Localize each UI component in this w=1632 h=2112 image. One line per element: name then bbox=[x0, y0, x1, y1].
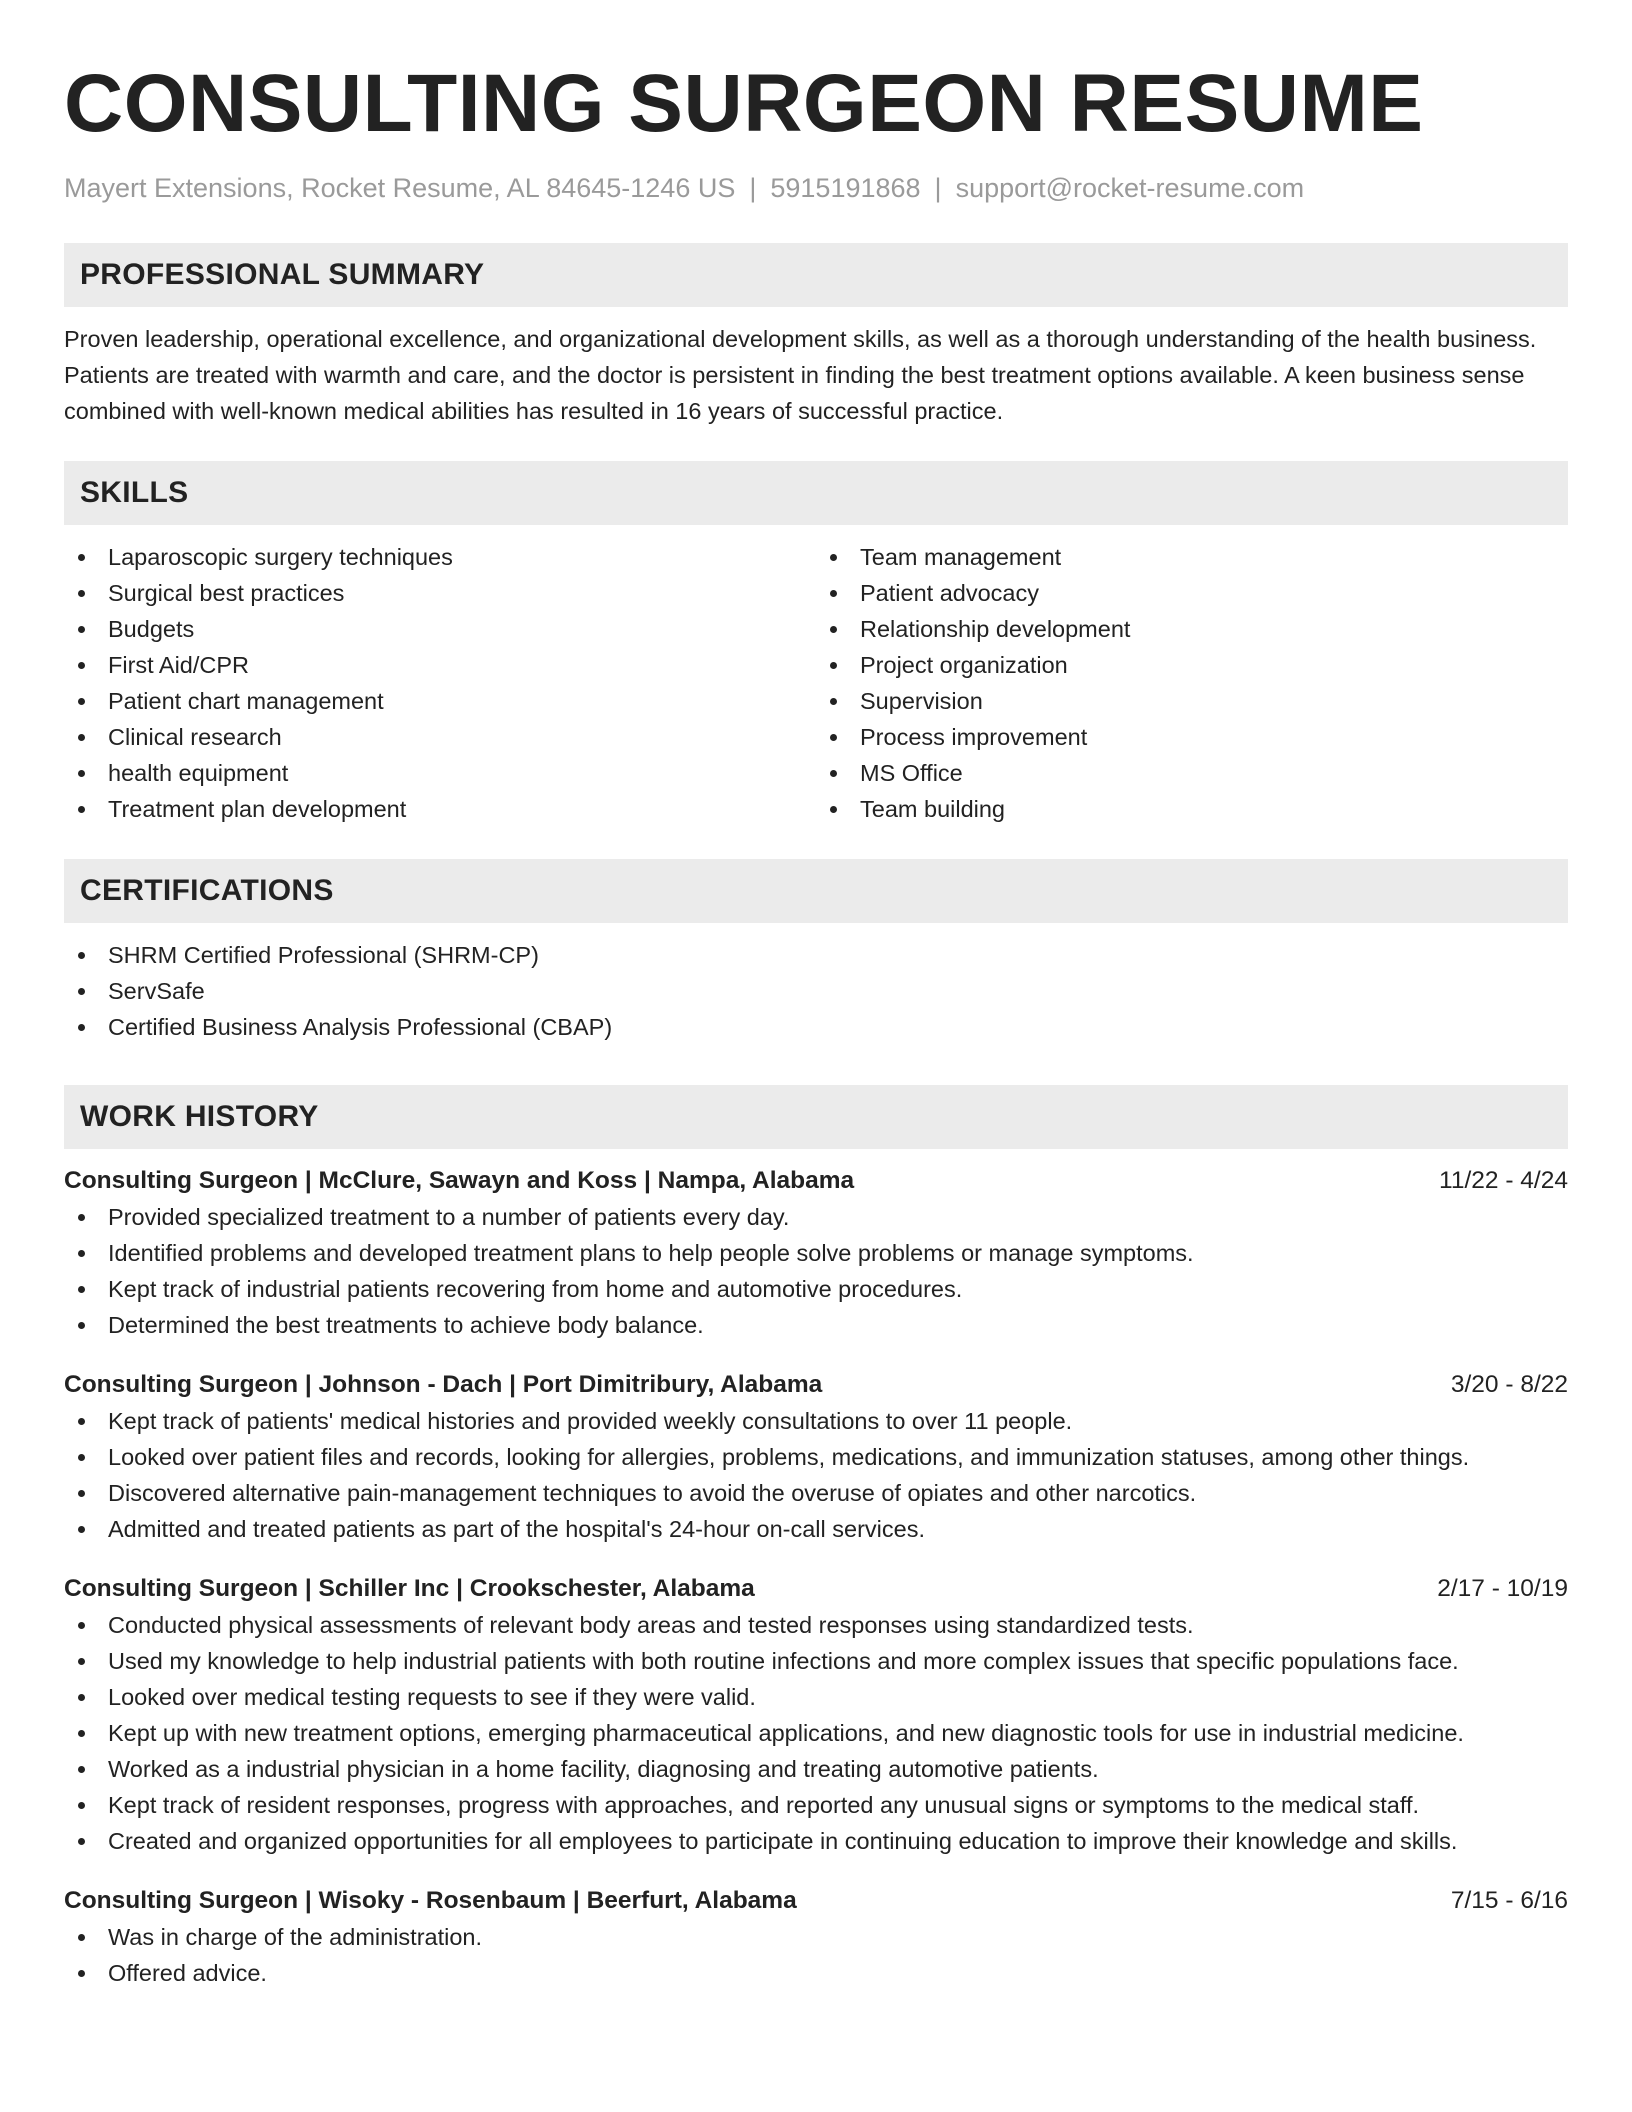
job-title: Consulting Surgeon | McClure, Sawayn and Koss | Nampa, Alabama bbox=[64, 1167, 855, 1194]
job-title: Consulting Surgeon | Johnson - Dach | Port Dimitribury, Alabama bbox=[64, 1371, 823, 1398]
list-item: Supervision bbox=[816, 683, 1568, 719]
list-item: Certified Business Analysis Professional (CBAP) bbox=[64, 1009, 1568, 1045]
list-item: Treatment plan development bbox=[64, 791, 816, 827]
list-item: health equipment bbox=[64, 755, 816, 791]
contact-separator: | bbox=[749, 173, 757, 203]
section-heading-certifications: CERTIFICATIONS bbox=[64, 859, 1568, 923]
list-item: Team building bbox=[816, 791, 1568, 827]
list-item: Was in charge of the administration. bbox=[64, 1919, 1568, 1955]
job-title: Consulting Surgeon | Wisoky - Rosenbaum | Beerfurt, Alabama bbox=[64, 1887, 797, 1914]
list-item: Created and organized opportunities for all employees to participate in continuing education to improve their knowledge and skills. bbox=[64, 1823, 1568, 1859]
list-item: Used my knowledge to help industrial patients with both routine infections and more complex issues that specific populations face. bbox=[64, 1643, 1568, 1679]
section-heading-skills: SKILLS bbox=[64, 461, 1568, 525]
list-item: Kept up with new treatment options, emerging pharmaceutical applications, and new diagnostic tools for use in industrial medicine. bbox=[64, 1715, 1568, 1751]
contact-line bbox=[64, 170, 1568, 206]
list-item: Budgets bbox=[64, 611, 816, 647]
contact-address: Mayert Extensions, Rocket Resume, AL 84645-1246 US bbox=[64, 173, 736, 203]
job-bullet-list bbox=[64, 1403, 1568, 1547]
list-item: Kept track of patients' medical histories and provided weekly consultations to over 11 people. bbox=[64, 1403, 1568, 1439]
job-header bbox=[64, 1883, 1568, 1919]
job-dates: 3/20 - 8/22 bbox=[1450, 1371, 1568, 1398]
list-item: MS Office bbox=[816, 755, 1568, 791]
list-item: Kept track of industrial patients recovering from home and automotive procedures. bbox=[64, 1271, 1568, 1307]
list-item: Determined the best treatments to achieve body balance. bbox=[64, 1307, 1568, 1343]
skills-list-left bbox=[64, 539, 816, 827]
job-bullet-list bbox=[64, 1607, 1568, 1859]
list-item: Relationship development bbox=[816, 611, 1568, 647]
section-heading-work-history: WORK HISTORY bbox=[64, 1085, 1568, 1149]
summary-text: Proven leadership, operational excellence, and organizational development skills, as well as a thorough understanding of the health business. Patients are treated with warmth and care, and the doctor is persistent in finding the best treatment options available. A keen business sense combined with well-known medical abilities has resulted in 16 years of successful practice. bbox=[64, 326, 1537, 424]
list-item: Conducted physical assessments of relevant body areas and tested responses using standardized tests. bbox=[64, 1607, 1568, 1643]
list-item: Identified problems and developed treatment plans to help people solve problems or manage symptoms. bbox=[64, 1235, 1568, 1271]
list-item: Looked over patient files and records, looking for allergies, problems, medications, and immunization statuses, among other things. bbox=[64, 1439, 1568, 1475]
job-title: Consulting Surgeon | Schiller Inc | Crookschester, Alabama bbox=[64, 1575, 755, 1602]
list-item: Admitted and treated patients as part of the hospital's 24-hour on-call services. bbox=[64, 1511, 1568, 1547]
list-item: Patient chart management bbox=[64, 683, 816, 719]
resume-title: CONSULTING SURGEON RESUME bbox=[64, 58, 1424, 149]
job-header bbox=[64, 1163, 1568, 1199]
list-item: Offered advice. bbox=[64, 1955, 1568, 1991]
list-item: Provided specialized treatment to a number of patients every day. bbox=[64, 1199, 1568, 1235]
contact-email: support@rocket-resume.com bbox=[955, 173, 1305, 203]
list-item: SHRM Certified Professional (SHRM-CP) bbox=[64, 937, 1568, 973]
job-dates: 2/17 - 10/19 bbox=[1437, 1575, 1568, 1602]
section-heading-summary: PROFESSIONAL SUMMARY bbox=[64, 243, 1568, 307]
job-dates: 7/15 - 6/16 bbox=[1450, 1887, 1568, 1914]
list-item: Worked as a industrial physician in a home facility, diagnosing and treating automotive patients. bbox=[64, 1751, 1568, 1787]
job-entry bbox=[64, 1163, 1568, 1343]
certifications-list bbox=[64, 937, 1568, 1045]
list-item: Team management bbox=[816, 539, 1568, 575]
list-item: Kept track of resident responses, progress with approaches, and reported any unusual signs or symptoms to the medical staff. bbox=[64, 1787, 1568, 1823]
skills-list-right bbox=[816, 539, 1568, 827]
list-item: Laparoscopic surgery techniques bbox=[64, 539, 816, 575]
list-item: Clinical research bbox=[64, 719, 816, 755]
job-entry bbox=[64, 1367, 1568, 1547]
job-entry bbox=[64, 1883, 1568, 1991]
job-header bbox=[64, 1571, 1568, 1607]
job-header bbox=[64, 1367, 1568, 1403]
job-dates: 11/22 - 4/24 bbox=[1439, 1167, 1568, 1194]
list-item: Project organization bbox=[816, 647, 1568, 683]
list-item: Process improvement bbox=[816, 719, 1568, 755]
list-item: Surgical best practices bbox=[64, 575, 816, 611]
list-item: Discovered alternative pain-management techniques to avoid the overuse of opiates and other narcotics. bbox=[64, 1475, 1568, 1511]
list-item: Patient advocacy bbox=[816, 575, 1568, 611]
job-bullet-list bbox=[64, 1919, 1568, 1991]
job-entry bbox=[64, 1571, 1568, 1859]
skills-columns bbox=[64, 539, 1568, 827]
list-item: Looked over medical testing requests to see if they were valid. bbox=[64, 1679, 1568, 1715]
contact-phone: 5915191868 bbox=[770, 173, 921, 203]
work-history-list bbox=[64, 1163, 1568, 1991]
list-item: First Aid/CPR bbox=[64, 647, 816, 683]
contact-separator: | bbox=[934, 173, 942, 203]
job-bullet-list bbox=[64, 1199, 1568, 1343]
list-item: ServSafe bbox=[64, 973, 1568, 1009]
